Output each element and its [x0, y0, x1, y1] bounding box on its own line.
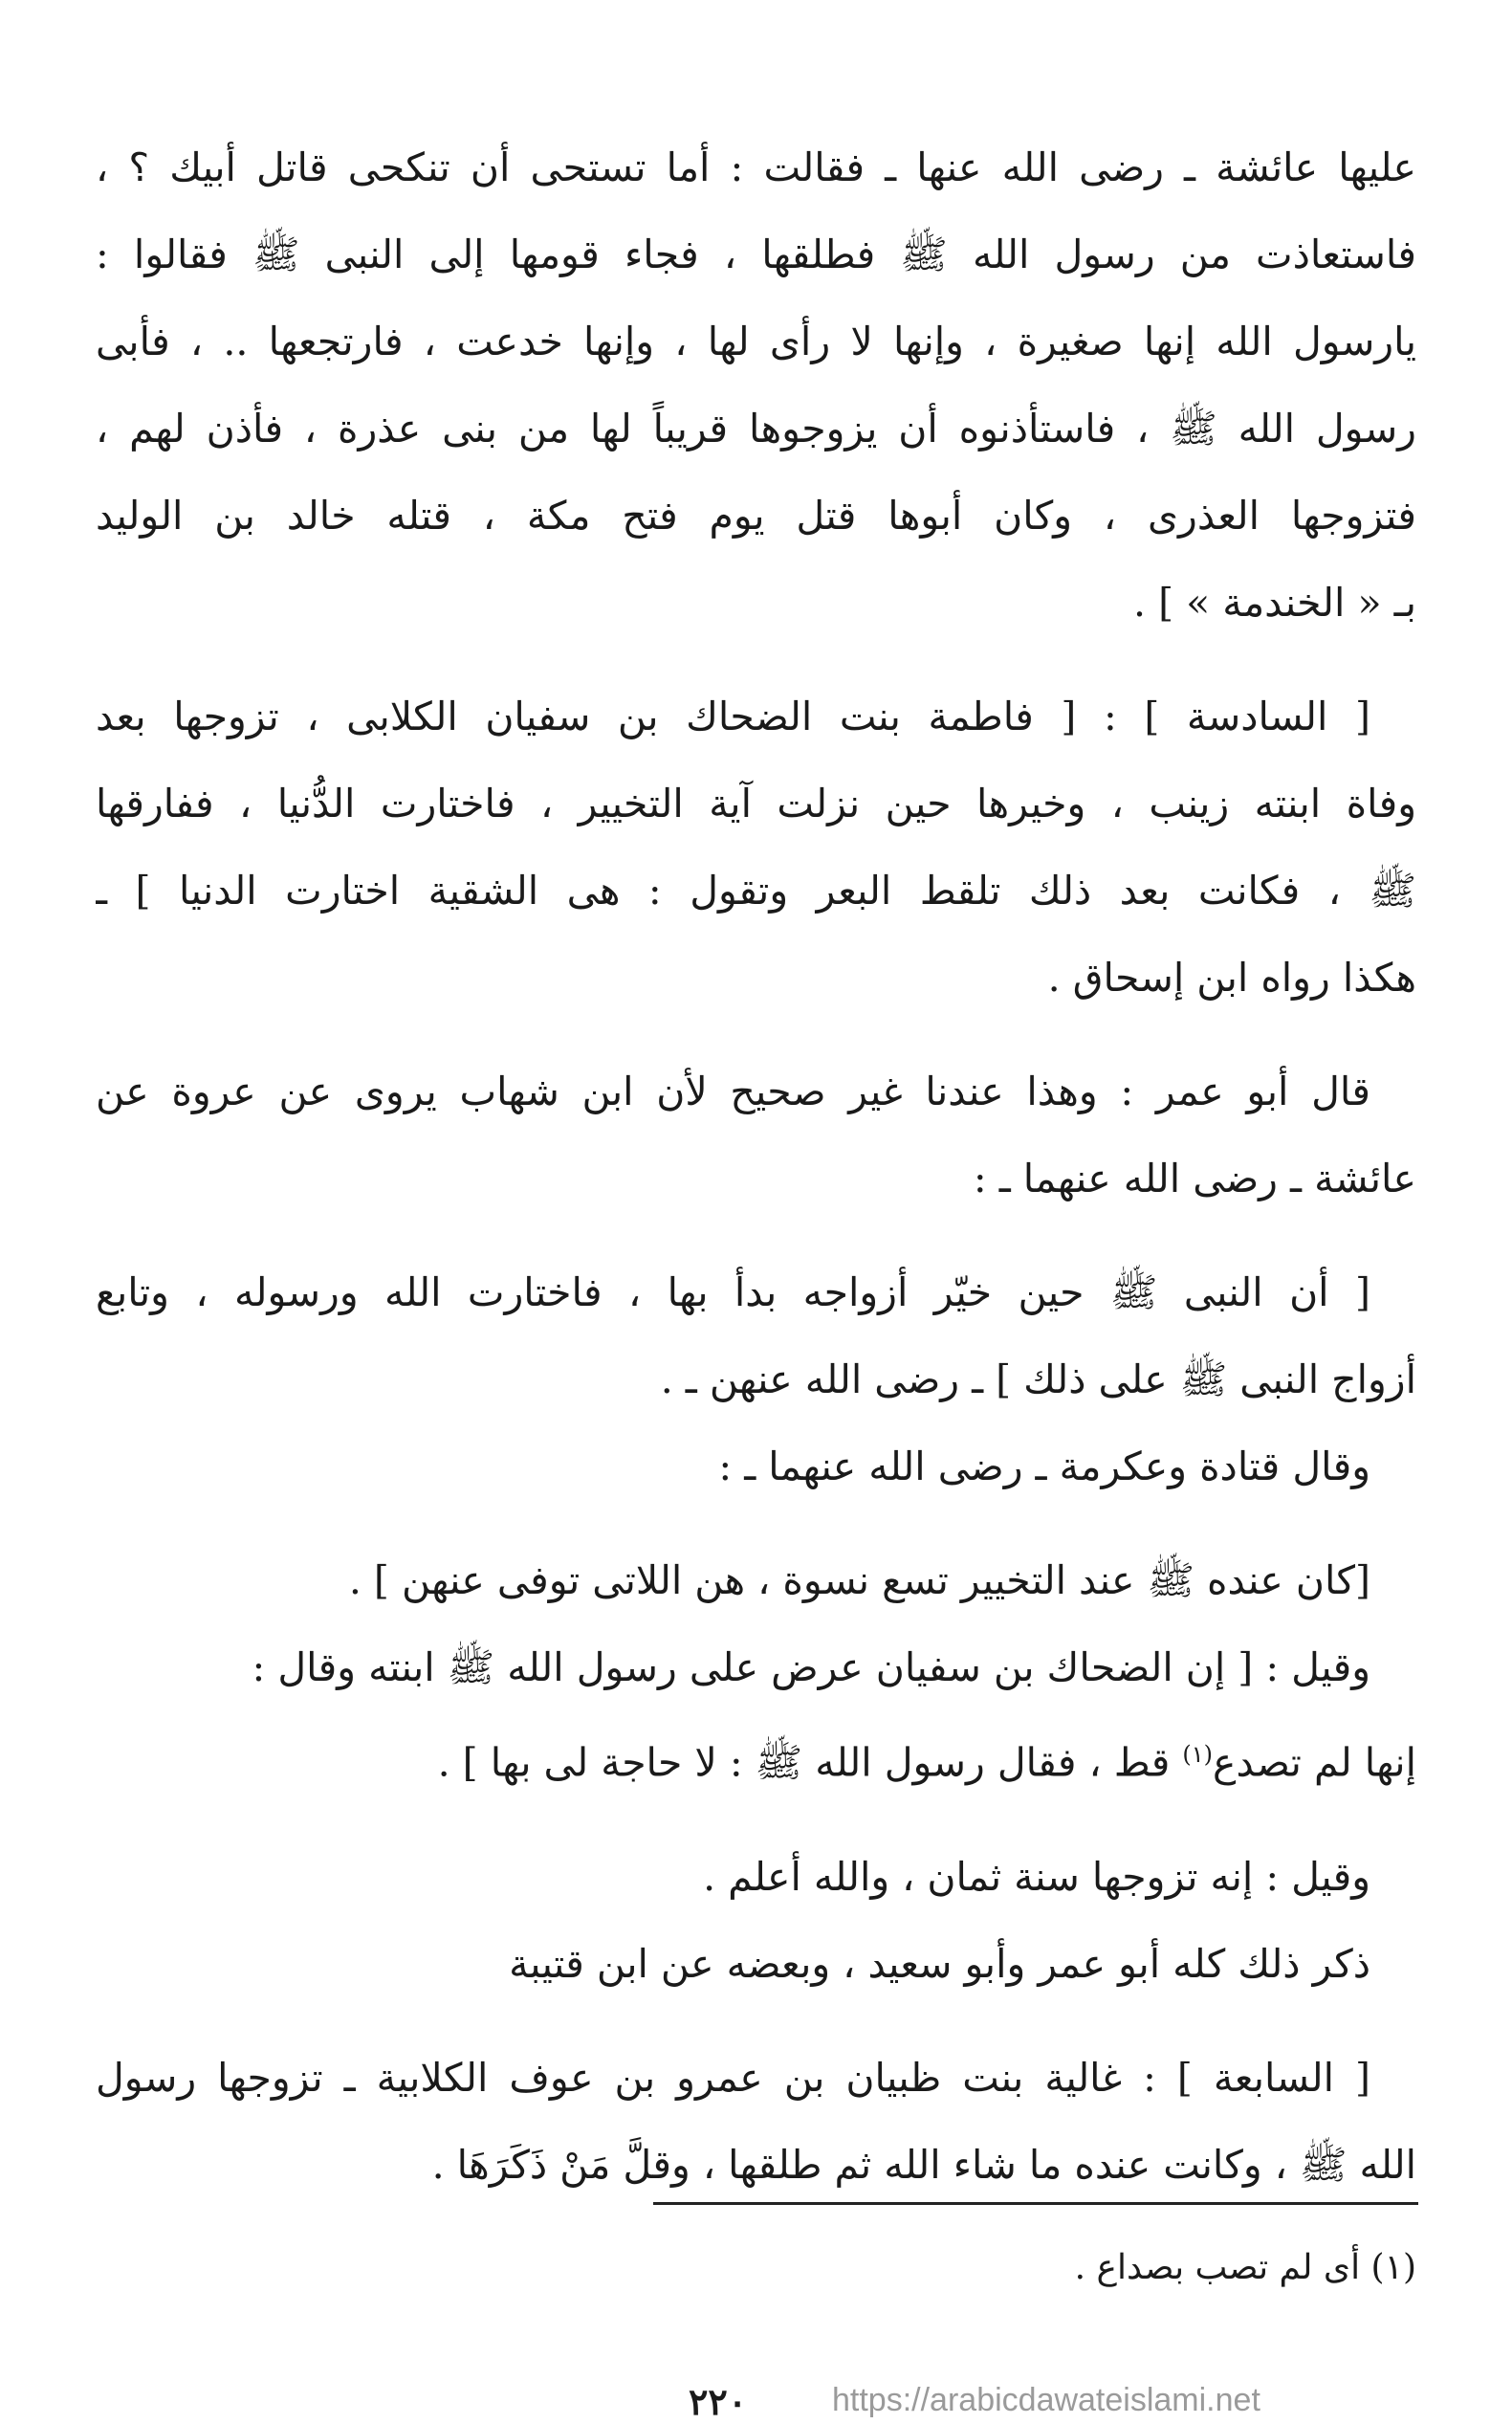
text-line: وقيل : إنه تزوجها سنة ثمان ، والله أعلم .	[703, 1853, 1370, 1900]
page-number: ٢٢٠	[689, 2380, 748, 2423]
page-footer	[0, 2380, 1512, 2423]
text-line: وقال قتادة وعكرمة ـ رضى الله عنهما ـ :	[718, 1443, 1370, 1489]
text-line: بـ « الخندمة » ] .	[1133, 580, 1416, 626]
text-line: الله ﷺ ، وكانت عنده ما شاء الله ثم طلقها ، وقلَّ مَنْ ذَكَرَهَا .	[431, 2141, 1416, 2188]
quote-line: أزواج النبى ﷺ على ذلك ] ـ رضى الله عنهن ـ .	[660, 1356, 1416, 1402]
text-line: هكذا رواه ابن إسحاق .	[1047, 955, 1416, 1001]
section-heading-line: [ السابعة ] : غالية بنت ظبيان بن عمرو بن عوف الكلابية ـ تزوجها رسول	[96, 2054, 1370, 2101]
text-line: قال أبو عمر : وهذا عندنا غير صحيح لأن ابن شهاب يروى عن عروة عن	[96, 1069, 1370, 1114]
text-line: عائشة ـ رضى الله عنهما ـ :	[973, 1156, 1416, 1201]
text-line: يارسول الله إنها صغيرة ، وإنها لا رأى لها ، وإنها خدعت ، فارتجعها .. ، فأبى	[96, 319, 1416, 364]
text-line: وفاة ابنته زينب ، وخيرها حين نزلت آية التخيير ، فاختارت الدُّنيا ، ففارقها	[96, 781, 1416, 826]
watermark-url[interactable]: https://arabicdawateislami.net	[832, 2382, 1260, 2418]
text-line: فتزوجها العذرى ، وكان أبوها قتل يوم فتح مكة ، قتله خالد بن الوليد	[96, 493, 1416, 539]
quote-line: [كان عنده ﷺ عند التخيير تسع نسوة ، هن اللاتى توفى عنهن ] .	[348, 1557, 1370, 1603]
footnote-reference: (١)	[1182, 1741, 1213, 1768]
text-line: ﷺ ، فكانت بعد ذلك تلقط البعر وتقول : هى الشقية اختارت الدنيا ] ـ	[96, 868, 1416, 914]
text-fragment: إنها لم تصدع	[1213, 1739, 1416, 1786]
text-line: فاستعاذت من رسول الله ﷺ فطلقها ، فجاء قومها إلى النبى ﷺ فقالوا :	[96, 231, 1416, 277]
text-line	[96, 1711, 1416, 1807]
text-line: عليها عائشة ـ رضى الله عنها ـ فقالت : أما تستحى أن تنكحى قاتل أبيك ؟ ،	[96, 144, 1416, 190]
footnote-separator	[653, 2202, 1418, 2205]
text-line: ذكر ذلك كله أبو عمر وأبو سعيد ، وبعضه عن ابن قتيبة	[509, 1940, 1370, 1987]
text-line: رسول الله ﷺ ، فاستأذنوه أن يزوجوها قريباً لها من بنى عذرة ، فأذن لهم ،	[96, 406, 1416, 452]
text-line: وقيل : [ إن الضحاك بن سفيان عرض على رسول الله ﷺ ابنته وقال :	[252, 1644, 1370, 1690]
text-fragment: قط ، فقال رسول الله ﷺ : لا حاجة لى بها ] .	[437, 1739, 1171, 1786]
section-heading-line: [ السادسة ] : [ فاطمة بنت الضحاك بن سفيان الكلابى ، تزوجها بعد	[96, 694, 1370, 739]
footnote: (١) أى لم تصب بصداع .	[1074, 2248, 1416, 2287]
quote-line: [ أن النبى ﷺ حين خيّر أزواجه بدأ بها ، فاختارت الله ورسوله ، وتابع	[96, 1269, 1370, 1315]
